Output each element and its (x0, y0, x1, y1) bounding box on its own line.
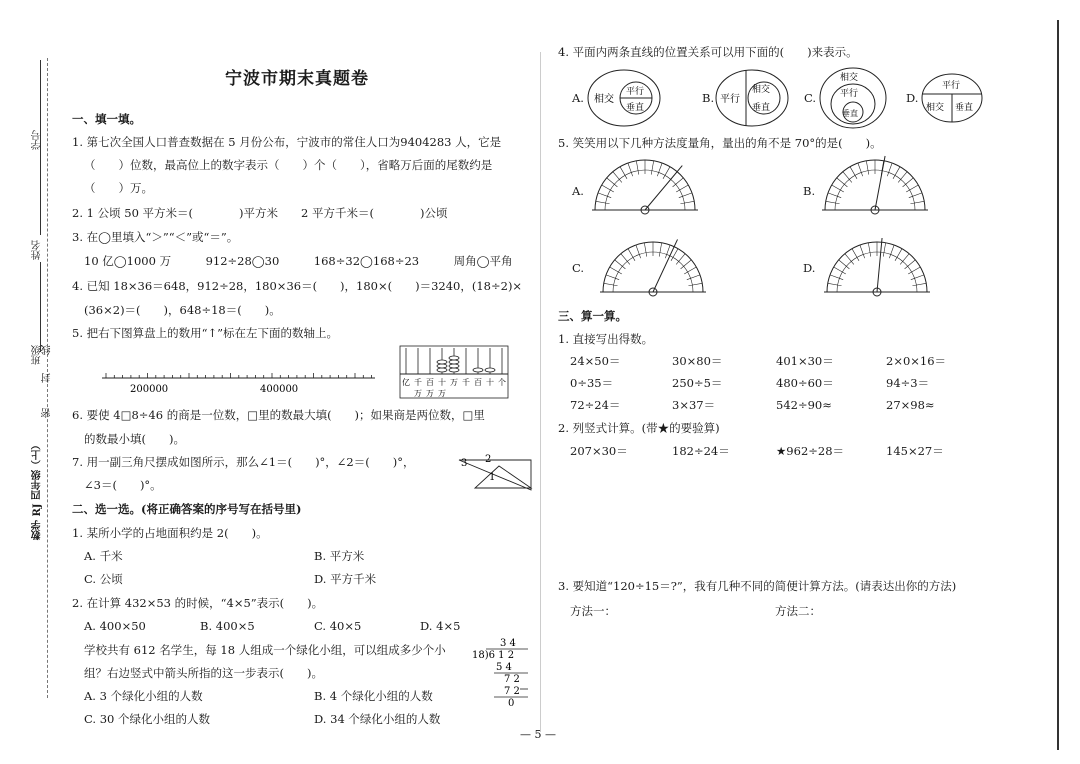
s2-q2-option-c[interactable]: C. 40×5 (314, 619, 362, 633)
angle-1-label: 1 (489, 472, 496, 483)
protractor-tick (636, 245, 641, 258)
q5-option-a[interactable]: A. (572, 184, 584, 198)
protractor-tick (610, 267, 622, 274)
oral-calc-item: 72÷24＝ (570, 398, 621, 412)
s2-q1-option-b[interactable]: B. 平方米 (314, 549, 365, 563)
protractor-tick (828, 193, 841, 198)
abacus-bead (437, 368, 447, 372)
q5-option-c[interactable]: C. (572, 261, 585, 275)
s3-q3-text: 3. 要知道“120÷15＝?”，我有几种不同的简便计算方法。(请表达出你的方法) (558, 579, 957, 593)
s2-q1-option-d[interactable]: D. 平方千米 (314, 572, 377, 586)
protractor-tick (636, 161, 638, 175)
angle-side-ray (875, 156, 885, 210)
s2-q3-option-b[interactable]: B. 4 个绿化小组的人数 (314, 689, 433, 703)
q1-line1: 1. 第七次全国人口普查数据在 5 月份公布，宁波市的常住人口为9404283 人，它是 (72, 135, 502, 149)
abacus-place-label: 十 (486, 378, 494, 387)
oral-calc-item: 480÷60＝ (776, 376, 834, 390)
protractor-inner-arc (613, 252, 693, 292)
protractor-tick (620, 167, 627, 179)
quotient: 3 4 (500, 638, 516, 649)
protractor-tick (906, 185, 918, 192)
protractor-d (822, 236, 932, 298)
q3-line2: 10 亿◯1000 万 912÷28◯30 168÷32◯168÷23 周角◯平角 (84, 254, 513, 268)
protractor-tick (651, 161, 653, 175)
protractor-tick (830, 275, 843, 280)
axis-label-400000: 400000 (260, 384, 299, 395)
s2-q2-option-b[interactable]: B. 400×5 (200, 619, 255, 633)
protractor-tick (832, 185, 844, 192)
protractor-tick (911, 275, 924, 280)
protractor-tick (909, 193, 922, 198)
protractor-tick (893, 167, 900, 179)
q3-line1: 3. 在◯里填入“＞”“＜”或“＝”。 (72, 230, 239, 244)
protractor-inner-arc (835, 170, 915, 210)
venn-d-parallel: 平行 (942, 81, 961, 91)
s2-q3-line1: 学校共有 612 名学生，每 18 人组成一个绿化小组，可以组成多少个小 (84, 643, 446, 657)
q7-line1: 7. 用一副三角尺摆成如图所示，那么∠1＝( )°，∠2＝( )°， (72, 455, 415, 469)
abacus-bead (449, 356, 459, 360)
protractor-tick (858, 163, 863, 176)
protractor-tick (680, 201, 694, 203)
section3-heading: 三、算一算。 (558, 309, 627, 323)
name-label: 姓名 (32, 240, 43, 260)
protractor-tick (895, 249, 902, 261)
venn-d-intersect: 相交 (926, 103, 945, 113)
q4-option-b[interactable]: B. (702, 91, 715, 105)
abacus-bead (449, 364, 459, 368)
abacus-place-label-2: 万 (426, 389, 434, 398)
q6-line2: 的数最小填( )。 (84, 432, 185, 446)
protractor-tick (657, 163, 662, 176)
protractor-tick (596, 201, 610, 203)
venn-c-intersect: 相交 (840, 73, 859, 83)
abacus-place-label-2: 万 (438, 389, 446, 398)
page-number: — 5 — (520, 728, 556, 741)
oral-calc-item: 24×50＝ (570, 354, 621, 368)
number-line (100, 368, 380, 398)
venn-a-parallel: 平行 (626, 87, 645, 97)
s2-q1-option-a[interactable]: A. 千米 (84, 549, 123, 563)
protractor-a (590, 154, 700, 216)
school-number-label: 学号 (32, 130, 43, 150)
protractor-tick (828, 283, 842, 285)
protractor-tick (598, 193, 611, 198)
protractor-tick (860, 245, 865, 258)
abacus-bead (437, 360, 447, 364)
protractor-tick (644, 243, 646, 257)
protractor-tick (628, 249, 635, 261)
protractor-inner-arc (837, 252, 917, 292)
protractor-tick (908, 267, 920, 274)
protractor-tick (887, 163, 892, 176)
column-divider (540, 52, 541, 732)
protractor-tick (852, 249, 859, 261)
abacus-place-label: 千 (462, 378, 470, 387)
venn-c-perp: 垂直 (842, 109, 858, 118)
s2-q4-text: 4. 平面内两条直线的位置关系可以用下面的( )来表示。 (558, 45, 858, 59)
q4-line1: 4. 已知 18×36＝648，912÷28，180×36＝( )，180×( )＝3240，(18÷2)× (72, 279, 523, 293)
vertical-calc-3: ★962÷28＝ (776, 444, 845, 458)
abacus-place-label: 千 (414, 378, 422, 387)
protractor-tick (604, 283, 618, 285)
step-72b: 7 2 (504, 686, 520, 697)
protractor-tick (659, 243, 661, 257)
angle-side-ray (877, 238, 882, 292)
venn-a-intersect: 相交 (594, 94, 614, 105)
s3-q1-text: 1. 直接写出得数。 (558, 332, 654, 346)
venn-b-parallel: 平行 (720, 94, 740, 105)
step-54: 5 4 (496, 662, 512, 673)
venn-c (818, 66, 888, 130)
s2-q5-text: 5. 笑笑用以下几种方法度量角，量出的角不是 70°的是( )。 (558, 136, 882, 150)
abacus-place-label: 个 (498, 378, 506, 387)
triangle-rulers (455, 452, 535, 494)
venn-d (920, 72, 984, 124)
abacus-bead (473, 368, 483, 372)
q4-line2: (36×2)＝( )，648÷18＝( )。 (84, 303, 281, 317)
protractor-tick (679, 193, 692, 198)
class-label: 班级 (32, 345, 43, 365)
dividend: 18)6 1 2 (472, 650, 515, 661)
subject-label: 数学 RJ 四年级（上） (32, 440, 43, 541)
protractor-tick (868, 243, 870, 257)
angle-side-ray (645, 166, 682, 210)
angle-2-label: 2 (485, 454, 492, 465)
protractor-c (598, 236, 708, 298)
q4-option-d[interactable]: D. (906, 91, 919, 105)
q1-line3: （ ）万。 (84, 181, 153, 195)
protractor-tick (910, 201, 924, 203)
protractor-tick (687, 275, 700, 280)
protractor-tick (912, 283, 926, 285)
abacus-bead (485, 368, 495, 372)
abacus-place-label: 百 (426, 378, 434, 387)
venn-b-intersect: 相交 (752, 85, 771, 95)
oral-calc-item: 94÷3＝ (886, 376, 930, 390)
vertical-calc-2: 182÷24＝ (672, 444, 730, 458)
s2-q1-option-c[interactable]: C. 公顷 (84, 572, 123, 586)
abacus-place-label-2: 万 (414, 389, 422, 398)
s2-q3-option-d[interactable]: D. 34 个绿化小组的人数 (314, 712, 441, 726)
q2-text: 2. 1 公顷 50 平方米＝( )平方米 2 平方千米＝( )公顷 (72, 206, 448, 220)
s2-q2-option-a[interactable]: A. 400×50 (84, 619, 146, 633)
abacus-place-label: 十 (438, 378, 446, 387)
protractor-tick (866, 161, 868, 175)
page-edge (1057, 20, 1059, 750)
line-label: 线 (42, 345, 53, 355)
oral-calc-item: 30×80＝ (672, 354, 723, 368)
oral-calc-item: 3×37＝ (672, 398, 716, 412)
q4-option-a[interactable]: A. (572, 91, 584, 105)
oral-calc-item: 0÷35＝ (570, 376, 614, 390)
s2-q3-line2: 组？右边竖式中箭头所指的这一步表示( )。 (84, 666, 323, 680)
s2-q2-text: 2. 在计算 432×53 的时候，“4×5”表示( )。 (72, 596, 324, 610)
oral-calc-item: 250÷5＝ (672, 376, 723, 390)
school-number-field[interactable] (40, 60, 41, 235)
q5-text: 5. 把右下图算盘上的数用“↑”标在左下面的数轴上。 (72, 326, 339, 340)
abacus (398, 344, 510, 400)
venn-a-perp: 垂直 (626, 103, 645, 113)
q7-line2: ∠3＝( )°。 (84, 478, 162, 492)
venn-d-perp: 垂直 (955, 103, 974, 113)
abacus-bead (449, 360, 459, 364)
protractor-tick (663, 167, 670, 179)
protractor-b (820, 154, 930, 216)
protractor-tick (602, 185, 614, 192)
protractor-tick (850, 167, 857, 179)
oral-calc-item: 27×98≈ (886, 398, 935, 412)
s2-q1-text: 1. 某所小学的占地面积约是 2( )。 (72, 526, 268, 540)
s2-q3-option-a[interactable]: A. 3 个绿化小组的人数 (84, 689, 203, 703)
abacus-place-label: 百 (474, 378, 482, 387)
angle-3-label: 3 (461, 458, 468, 469)
name-field[interactable] (40, 262, 41, 352)
oral-calc-item: 401×30＝ (776, 354, 834, 368)
q5-option-b[interactable]: B. (803, 184, 816, 198)
venn-b-perp: 垂直 (752, 103, 771, 113)
axis-label-200000: 200000 (130, 384, 169, 395)
method-1-label: 方法一： (570, 604, 616, 618)
angle-side-ray (653, 239, 678, 292)
vertical-calc-1: 207×30＝ (570, 444, 628, 458)
vertical-calc-4: 145×27＝ (886, 444, 944, 458)
venn-c-parallel: 平行 (840, 89, 859, 99)
protractor-tick (834, 267, 846, 274)
method-2-label: 方法二： (775, 604, 821, 618)
q4-option-c[interactable]: C. (804, 91, 817, 105)
abacus-place-label: 万 (450, 378, 458, 387)
abacus-place-label: 亿 (402, 378, 410, 387)
remainder: 0 (508, 698, 515, 708)
section2-heading: 二、选一选。(将正确答案的序号写在括号里) (72, 502, 302, 516)
protractor-tick (628, 163, 633, 176)
protractor-tick (826, 201, 840, 203)
protractor-tick (688, 283, 702, 285)
q1-line2: （ ）位数，最高位上的数字表示（ ）个（ ），省略万后面的尾数约是 (84, 158, 493, 172)
protractor-tick (883, 243, 885, 257)
q6-line1: 6. 要使 4□8÷46 的商是一位数，□里的数最大填( )；如果商是两位数，□里 (72, 408, 485, 422)
protractor-tick (606, 275, 619, 280)
s2-q3-option-c[interactable]: C. 30 个绿化小组的人数 (84, 712, 210, 726)
protractor-tick (676, 185, 688, 192)
protractor-tick (684, 267, 696, 274)
oral-calc-item: 542÷90≈ (776, 398, 832, 412)
page-title: 宁波市期末真题卷 (225, 69, 369, 89)
s2-q2-option-d[interactable]: D. 4×5 (420, 619, 461, 633)
abacus-bead (449, 368, 459, 372)
abacus-bead (437, 364, 447, 368)
venn-a (586, 68, 662, 128)
step-72a: 7 2 (504, 674, 520, 685)
s3-q2-text: 2. 列竖式计算。(带★的要验算) (558, 421, 720, 435)
protractor-tick (889, 245, 894, 258)
oral-calc-item: 2×0×16＝ (886, 354, 947, 368)
seal-label: 封 (42, 373, 53, 383)
mi-label: 密 (42, 408, 53, 418)
q5-option-d[interactable]: D. (803, 261, 816, 275)
venn-b (714, 68, 790, 128)
long-division (470, 636, 530, 708)
section1-heading: 一、填一填。 (72, 112, 141, 126)
